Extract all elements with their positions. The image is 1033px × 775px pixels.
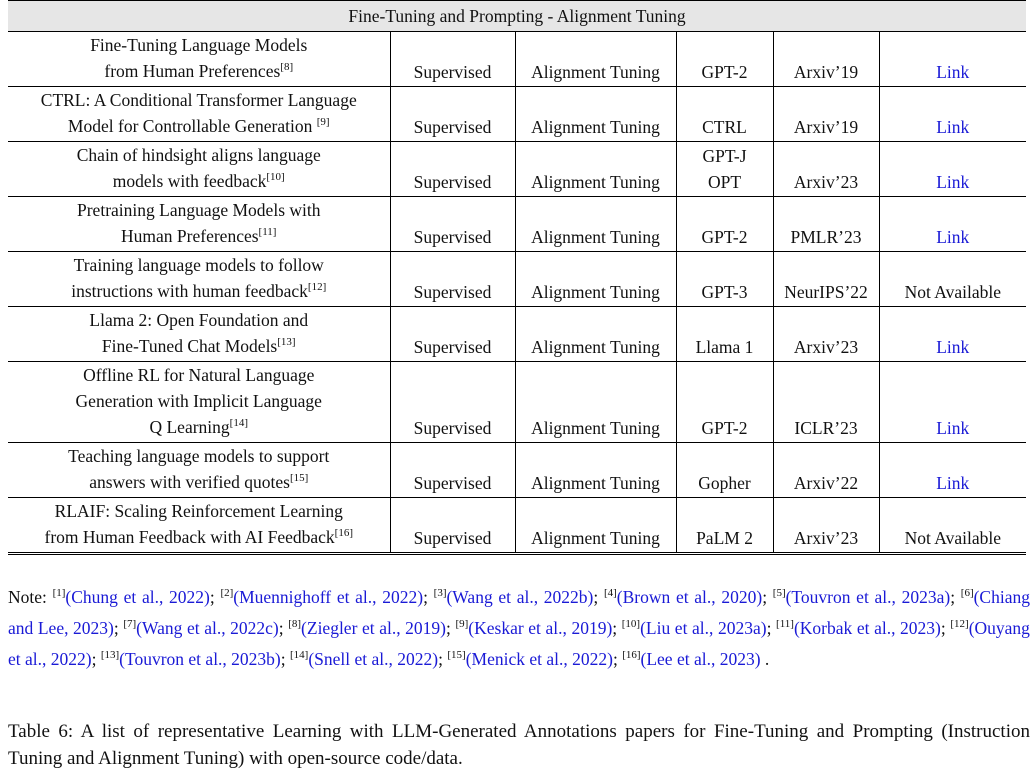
paper-title-line: instructions with human feedback <box>71 281 308 301</box>
venue: PMLR’23 <box>773 197 879 252</box>
section-header: Fine-Tuning and Prompting - Alignment Tuning <box>8 1 1026 32</box>
code-cell <box>879 197 1026 252</box>
learning-type: Supervised <box>390 252 515 307</box>
paper-title-line: Training language models to follow <box>73 255 324 275</box>
paper-title-line: Fine-Tuned Chat Models <box>101 336 278 356</box>
reference-number: [9] <box>316 116 330 128</box>
citation-link[interactable]: (Lee et al., 2023) <box>640 649 761 669</box>
citation-note <box>8 582 1030 675</box>
paper-title <box>8 32 390 87</box>
learning-type: Supervised <box>390 142 515 197</box>
reference-number: [11] <box>258 226 277 238</box>
paper-title <box>8 443 390 498</box>
citation-number: [16] <box>622 649 641 661</box>
reference-number: [14] <box>229 417 248 429</box>
citation-link[interactable]: (Chiang and Lee, 2023) <box>8 587 1030 638</box>
model <box>676 498 773 554</box>
model <box>676 362 773 443</box>
learning-type: Supervised <box>390 307 515 362</box>
code-link[interactable]: Link <box>936 117 970 137</box>
citation-link[interactable]: (Chung et al., 2022) <box>65 587 210 607</box>
reference-number: [15] <box>289 472 309 484</box>
reference-number: [8] <box>280 61 294 73</box>
citation-number: [3] <box>433 587 447 599</box>
reference-number: [16] <box>334 527 353 539</box>
model-name: GPT-2 <box>701 62 748 82</box>
paper-title-line: from Human Feedback with AI Feedback <box>44 527 335 547</box>
model <box>676 142 773 197</box>
citation-number: [4] <box>603 587 617 599</box>
paper-title-line: RLAIF: Scaling Reinforcement Learning <box>54 501 343 521</box>
model-name: GPT-J <box>702 146 747 166</box>
citation-number: [12] <box>950 618 969 630</box>
paper-title-line: from Human Preferences <box>104 61 281 81</box>
learning-type: Supervised <box>390 443 515 498</box>
learning-type: Supervised <box>390 498 515 554</box>
paper-title-line: answers with verified quotes <box>89 472 290 492</box>
code-not-available: Not Available <box>904 528 1001 548</box>
citation-link[interactable]: (Snell et al., 2022) <box>308 649 439 669</box>
table-row <box>8 498 1026 554</box>
model-name: Gopher <box>698 473 751 493</box>
model <box>676 443 773 498</box>
category: Alignment Tuning <box>515 142 676 197</box>
paper-title <box>8 87 390 142</box>
category: Alignment Tuning <box>515 32 676 87</box>
paper-title-line: Model for Controllable Generation <box>67 116 317 136</box>
code-cell <box>879 252 1026 307</box>
table-row <box>8 252 1026 307</box>
section-header-row <box>8 1 1026 32</box>
learning-type: Supervised <box>390 362 515 443</box>
code-link[interactable]: Link <box>936 172 970 192</box>
citation-number: [7] <box>123 618 137 630</box>
venue: Arxiv’23 <box>773 498 879 554</box>
venue: Arxiv’23 <box>773 307 879 362</box>
model-name: GPT-2 <box>701 227 748 247</box>
paper-title-line: Pretraining Language Models with <box>77 200 321 220</box>
reference-number: [12] <box>307 281 327 293</box>
code-cell <box>879 307 1026 362</box>
table-row <box>8 307 1026 362</box>
citation-number: [2] <box>220 587 234 599</box>
citation-number: [8] <box>288 618 302 630</box>
venue: Arxiv’19 <box>773 32 879 87</box>
table-caption: Table 6: A list of representative Learning with LLM-Generated Annotations papers for Fine-Tuning and Prompting (Instruction Tuning and Alignment Tuning) with open-source code/data. <box>8 721 1030 769</box>
category: Alignment Tuning <box>515 443 676 498</box>
code-link[interactable]: Link <box>936 227 970 247</box>
citation-link[interactable]: (Liu et al., 2023a) <box>640 618 767 638</box>
model <box>676 87 773 142</box>
citation-number: [5] <box>772 587 786 599</box>
paper-title-line: Q Learning <box>149 417 230 437</box>
citation-number: [14] <box>290 649 309 661</box>
paper-title <box>8 197 390 252</box>
paper-title <box>8 362 390 443</box>
reference-number: [10] <box>266 171 285 183</box>
category: Alignment Tuning <box>515 307 676 362</box>
citation-link[interactable]: (Menick et al., 2022) <box>465 649 613 669</box>
note-citations: [1](Chung et al., 2022); [2](Muennighoff et al., 2022); [3](Wang et al., 2022b); [4](Brown et al., 2020); [5](Touvron et al., 2023a); [6](Chiang and Lee, 2023); [7](Wang et al., 2022c); [8](Ziegler et al., 2019); [9](Keskar et al., 2019); [10](Liu et al., 2023a); [11](Korbak et al., 2023); [12](Ouyang et al., 2022); [13](Touvron et al., 2023b); [14](Snell et al., 2022); [15](Menick et al., 2022); [16](Lee et al., 2023) . <box>8 587 1030 669</box>
table-row <box>8 362 1026 443</box>
paper-title <box>8 307 390 362</box>
category: Alignment Tuning <box>515 197 676 252</box>
code-link[interactable]: Link <box>936 418 970 438</box>
paper-title-line: Teaching language models to support <box>68 446 330 466</box>
model-name: GPT-3 <box>701 282 748 302</box>
paper-title-line: Llama 2: Open Foundation and <box>89 310 309 330</box>
code-link[interactable]: Link <box>936 337 970 357</box>
code-link[interactable]: Link <box>936 473 970 493</box>
venue: NeurIPS’22 <box>773 252 879 307</box>
venue: Arxiv’19 <box>773 87 879 142</box>
note-label: Note: <box>8 587 53 607</box>
code-cell <box>879 443 1026 498</box>
model <box>676 197 773 252</box>
paper-title <box>8 142 390 197</box>
paper-title-line: Chain of hindsight aligns language <box>76 145 321 165</box>
citation-link[interactable]: (Touvron et al., 2023a) <box>785 587 951 607</box>
papers-table <box>8 0 1026 555</box>
code-not-available: Not Available <box>904 282 1001 302</box>
citation-link[interactable]: (Wang et al., 2022b) <box>446 587 594 607</box>
category: Alignment Tuning <box>515 498 676 554</box>
category: Alignment Tuning <box>515 362 676 443</box>
citation-link[interactable]: (Keskar et al., 2019) <box>468 618 613 638</box>
paper-title-line: Fine-Tuning Language Models <box>90 35 308 55</box>
model <box>676 252 773 307</box>
citation-number: [6] <box>960 587 974 599</box>
code-cell <box>879 32 1026 87</box>
learning-type: Supervised <box>390 197 515 252</box>
citation-link[interactable]: (Wang et al., 2022c) <box>136 618 279 638</box>
venue: Arxiv’22 <box>773 443 879 498</box>
paper-title <box>8 498 390 554</box>
venue: Arxiv’23 <box>773 142 879 197</box>
paper-title-line: models with feedback <box>112 171 267 191</box>
table-row <box>8 443 1026 498</box>
code-cell <box>879 142 1026 197</box>
citation-number: [15] <box>447 649 466 661</box>
model <box>676 32 773 87</box>
citation-link[interactable]: (Korbak et al., 2023) <box>793 618 941 638</box>
code-cell <box>879 362 1026 443</box>
reference-number: [13] <box>277 336 296 348</box>
table-row <box>8 197 1026 252</box>
table-row <box>8 87 1026 142</box>
model-name: Llama 1 <box>695 337 754 357</box>
paper-title-line: Human Preferences <box>121 226 259 246</box>
citation-link[interactable]: (Brown et al., 2020) <box>616 587 763 607</box>
citation-link[interactable]: (Ouyang et al., 2022) <box>8 618 1030 669</box>
model-name: OPT <box>707 172 742 192</box>
citation-link[interactable]: (Ziegler et al., 2019) <box>301 618 447 638</box>
model-name: PaLM 2 <box>696 528 753 548</box>
learning-type: Supervised <box>390 87 515 142</box>
model-name: GPT-2 <box>701 418 748 438</box>
table-row <box>8 32 1026 87</box>
citation-number: [1] <box>52 587 66 599</box>
citation-number: [13] <box>100 649 120 661</box>
code-cell <box>879 87 1026 142</box>
category: Alignment Tuning <box>515 87 676 142</box>
citation-number: [11] <box>776 618 794 630</box>
paper-title <box>8 252 390 307</box>
paper-title-line: Generation with Implicit Language <box>75 391 322 411</box>
category: Alignment Tuning <box>515 252 676 307</box>
code-link[interactable]: Link <box>936 62 970 82</box>
citation-link[interactable]: (Touvron et al., 2023b) <box>119 649 281 669</box>
venue: ICLR’23 <box>773 362 879 443</box>
citation-link[interactable]: (Muennighoff et al., 2022) <box>233 587 424 607</box>
table-row <box>8 142 1026 197</box>
learning-type: Supervised <box>390 32 515 87</box>
model-name: CTRL <box>702 117 747 137</box>
paper-title-line: CTRL: A Conditional Transformer Language <box>40 90 357 110</box>
paper-title-line: Offline RL for Natural Language <box>83 365 315 385</box>
citation-number: [10] <box>621 618 641 630</box>
model <box>676 307 773 362</box>
citation-number: [9] <box>455 618 469 630</box>
code-cell <box>879 498 1026 554</box>
